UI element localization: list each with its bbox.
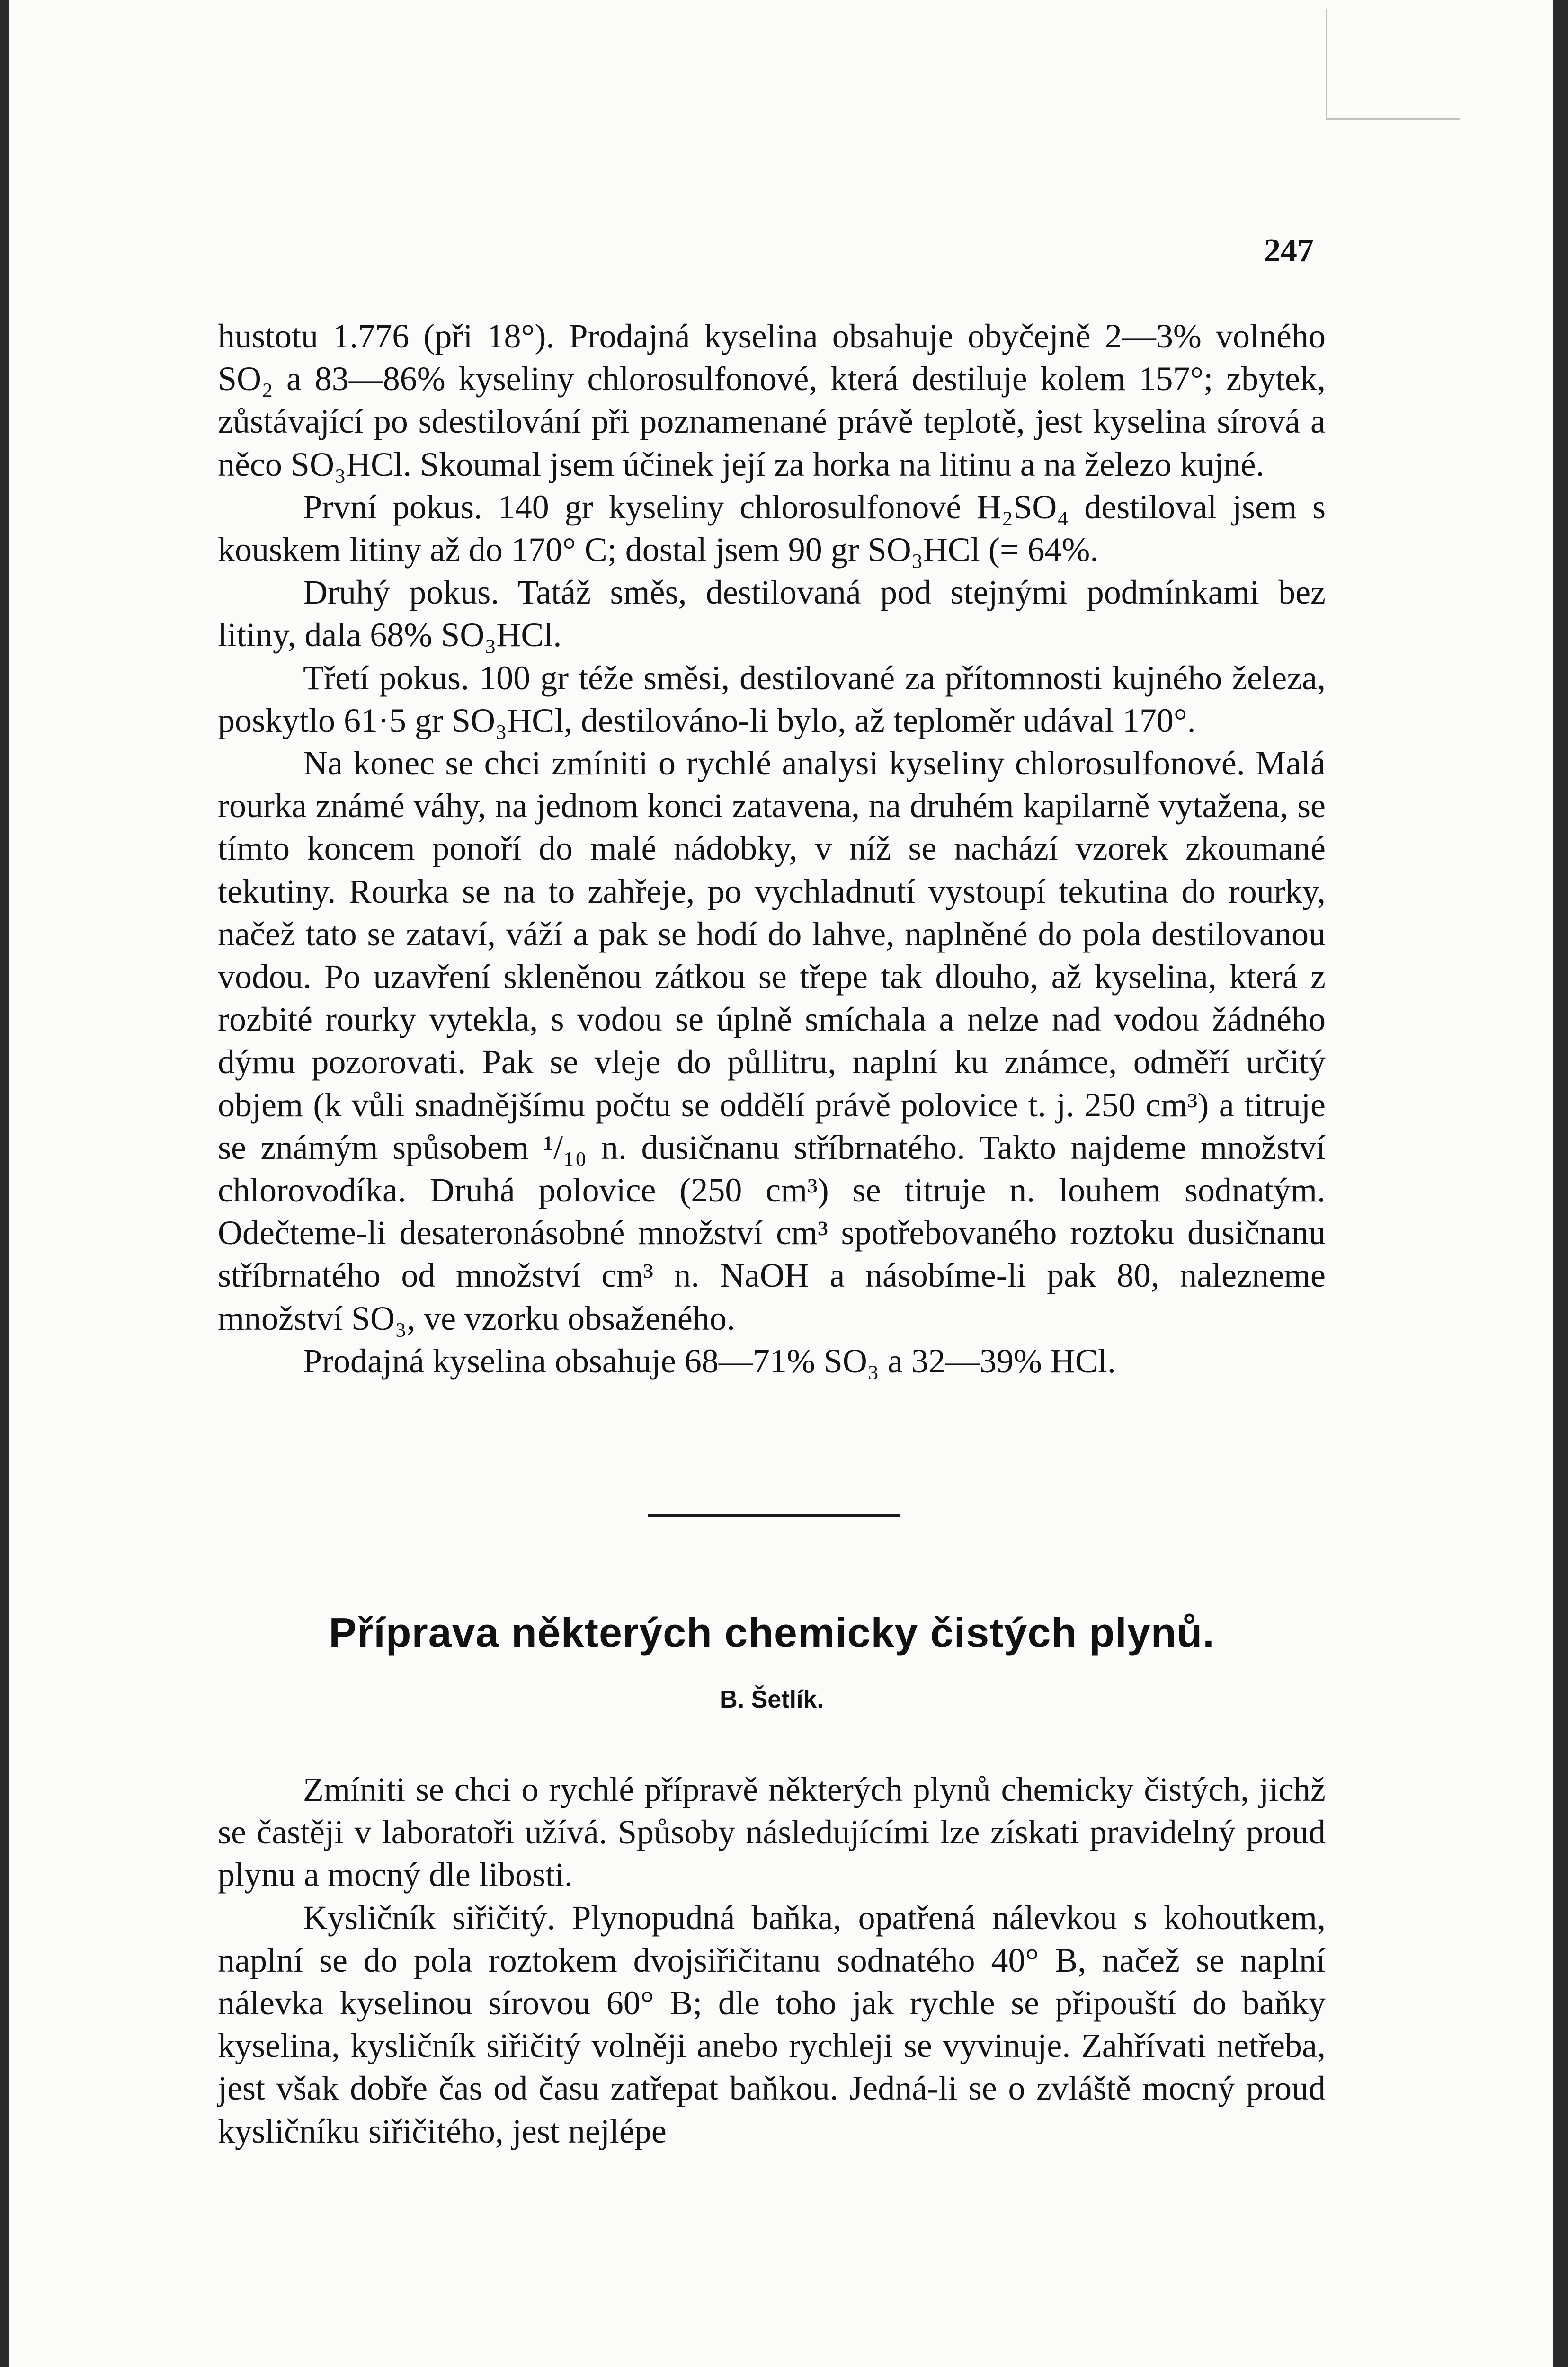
paragraph: Zmíniti se chci o rychlé přípravě některých plynů chemicky čistých, jichž se častěji v laboratoři užívá. Spůsoby následujícími lze získati pravidelný proud plynu a mocný dle libosti. (218, 1771, 1326, 1894)
article-body (218, 1768, 1326, 2153)
paragraph: Prodajná kyselina obsahuje 68—71% SO₃ a 32—39% HCl. (303, 1342, 1116, 1380)
section-divider (648, 1514, 900, 1517)
paragraph: Druhý pokus. Tatáž směs, destilovaná pod stejnými podmínkami bez litiny, dala 68% SO₃HCl. (218, 573, 1326, 654)
section-one-text (218, 315, 1326, 1382)
paragraph: Na konec se chci zmíniti o rychlé analysi kyseliny chlorosulfonové. Malá rourka známé váhy, na jednom konci zatavena, na druhém kapilarně vytažena, se tímto koncem ponoří do malé nádobky, v níž se nachází vzorek zkoumané tekutiny. Rourka se na to zahřeje, po vychladnutí vystoupí tekutina do rourky, načež tato se zataví, váží a pak se hodí do lahve, naplněné do pola destilovanou vodou. Po uzavření skleněnou zátkou se třepe tak dlouho, až kyselina, která z rozbité rourky vytekla, s vodou se úplně smíchala a nelze nad vodou žádného dýmu pozorovati. Pak se vleje do půllitru, naplní ku známce, odměří určitý objem (k vůli snadnějšímu počtu se oddělí právě polovice t. j. 250 cm³) a titruje se známým spůsobem ¹/₁₀ n. dusičnanu stříbrnatého. Takto najdeme množství chlorovodíka. Druhá polovice (250 cm³) se titruje n. louhem sodnatým. Odečteme-li desateronásobné množství cm³ spotřebovaného roztoku dusičnanu stříbrnatého od množství cm³ n. NaOH a násobíme-li pak 80, nalezneme množství SO₃, ve vzorku obsaženého. (218, 744, 1326, 1337)
paragraph: Třetí pokus. 100 gr téže směsi, destilované za přítomnosti kujného železa, poskytlo 61·5 gr SO₃HCl, destilováno-li bylo, až teploměr udával 170°. (218, 658, 1326, 739)
article-title: Příprava některých chemicky čistých plynů. (329, 1609, 1215, 1656)
paragraph: hustotu 1.776 (při 18°). Prodajná kyselina obsahuje obyčejně 2—3% volného SO₂ a 83—86% kyseliny chlorosulfonové, která destiluje kolem 157°; zbytek, zůstávající po sdestilování při poznamenané právě teplotě, jest kyselina sírová a něco SO₃HCl. Skoumal jsem účinek její za horka na litinu a na železo kujné. (218, 317, 1326, 483)
scan-corner-mark (1326, 9, 1460, 120)
scan-right-edge (1553, 0, 1568, 2367)
paragraph: První pokus. 140 gr kyseliny chlorosulfonové H₂SO₄ destiloval jsem s kouskem litiny až do 170° C; dostal jsem 90 gr SO₃HCl (= 64%. (218, 488, 1326, 569)
paragraph: Kysličník siřičitý. Plynopudná baňka, opatřená nálevkou s kohoutkem, naplní se do pola roztokem dvojsiřičitanu sodnatého 40° B, načež se naplní nálevka kyselinou sírovou 60° B; dle toho jak rychle se připouští do baňky kyselina, kysličník siřičitý volněji anebo rychleji se vyvinuje. Zahřívati netřeba, jest však dobře čas od času zatřepat baňkou. Jedná-li se o zvláště mocný proud kysličníku siřičitého, jest nejlépe (218, 1898, 1326, 2150)
page-number: 247 (1264, 232, 1314, 269)
article-author: B. Šetlík. (720, 1686, 824, 1713)
page (9, 0, 1553, 2367)
scan-left-edge (0, 0, 9, 2367)
